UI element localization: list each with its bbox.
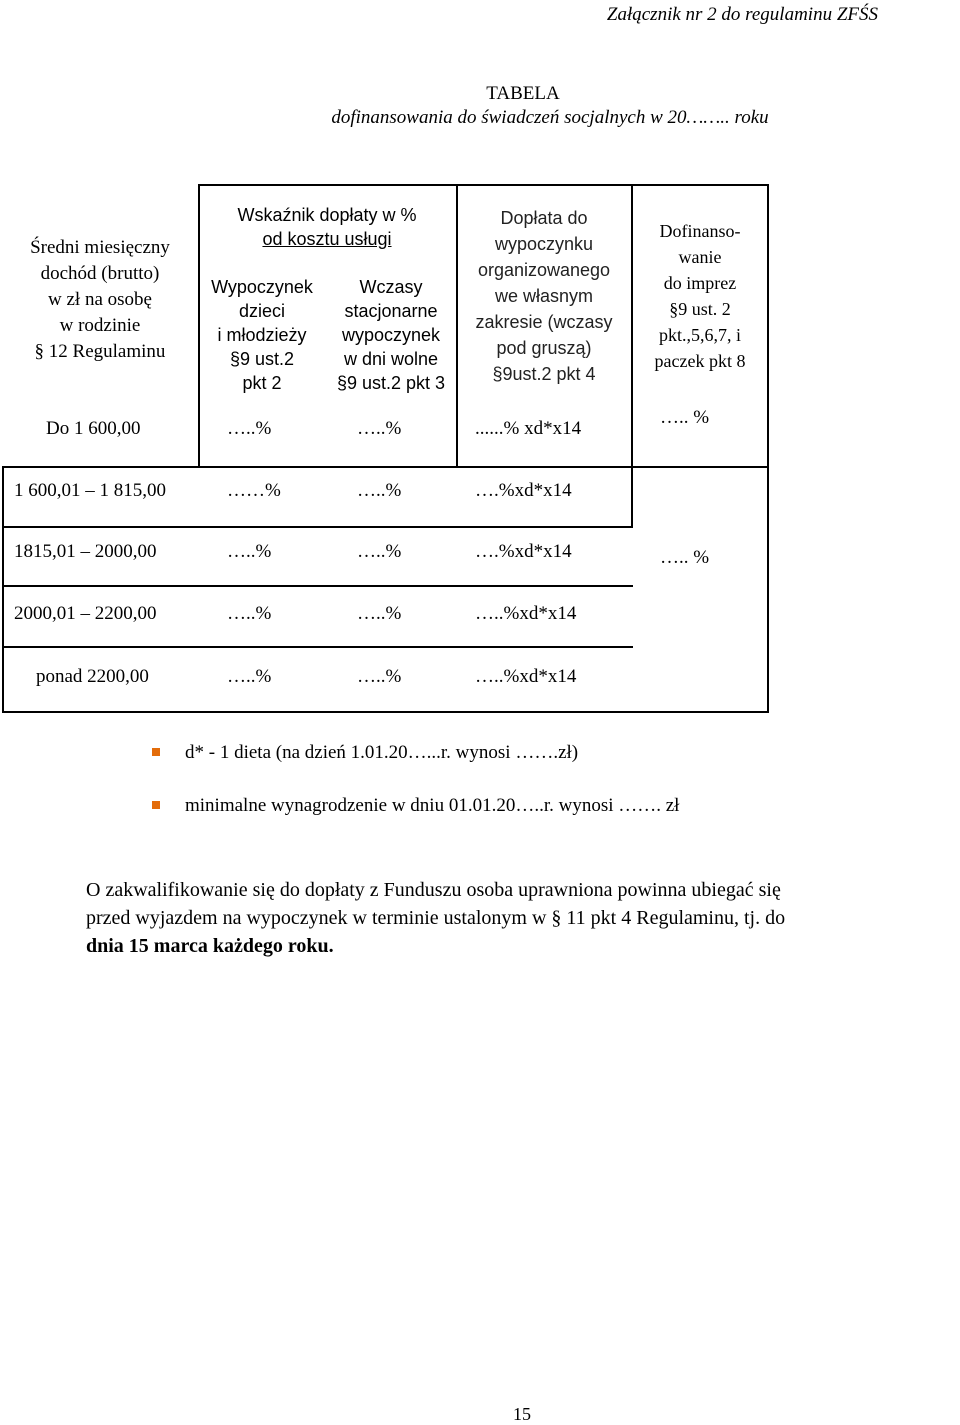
row-stationary: …..% <box>357 603 402 624</box>
row-own: ….%xd*x14 <box>475 541 572 562</box>
row-events: ….. % <box>660 407 710 428</box>
page-number: 15 <box>513 1404 531 1424</box>
table-title: TABELA <box>486 83 560 104</box>
row-income: 2000,01 – 2200,00 <box>14 603 157 624</box>
header-indicator: Wskaźnik dopłaty w % od kosztu usługi <box>237 205 417 249</box>
header-children: Wypoczynek dzieci i młodzieży §9 ust.2 pkt 2 <box>211 277 313 393</box>
row-children: …..% <box>227 418 272 439</box>
header-own: Dopłata do wypoczynku organizowanego we własnym zakresie (wczasy pod gruszą) §9ust.2 pkt 4 <box>475 208 613 384</box>
header-events: Dofinanso- wanie do imprez §9 ust. 2 pkt.,5,6,7, i paczek pkt 8 <box>654 221 746 371</box>
row-stationary: …..% <box>357 666 402 687</box>
table-subtitle: dofinansowania do świadczeń socjalnych w 20…….. roku <box>331 107 769 128</box>
row-stationary: …..% <box>357 480 402 501</box>
row-children: ……% <box>227 480 281 501</box>
row-children: …..% <box>227 603 272 624</box>
row-income: 1815,01 – 2000,00 <box>14 541 157 562</box>
bullet-icon <box>152 801 160 809</box>
note-text: minimalne wynagrodzenie w dniu 01.01.20…..r. wynosi ……. zł <box>185 795 680 816</box>
row-own: ….%xd*x14 <box>475 480 572 501</box>
header-income: Średni miesięczny dochód (brutto) w zł na osobę w rodzinie § 12 Regulaminu <box>30 237 170 362</box>
bullet-icon <box>152 748 160 756</box>
annex-label: Załącznik nr 2 do regulaminu ZFŚS <box>606 4 878 25</box>
row-income: ponad 2200,00 <box>36 666 149 687</box>
row-own: …..%xd*x14 <box>475 666 577 687</box>
row-children: …..% <box>227 666 272 687</box>
row-stationary: …..% <box>357 418 402 439</box>
row-income: 1 600,01 – 1 815,00 <box>14 480 166 501</box>
row-own: …..%xd*x14 <box>475 603 577 624</box>
row-stationary: …..% <box>357 541 402 562</box>
row-own: ......% xd*x14 <box>475 418 582 439</box>
instruction-paragraph: O zakwalifikowanie się do dopłaty z Funduszu osoba uprawniona powinna ubiegać się przed wyjazdem na wypoczynek w terminie ustalonym w § 11 pkt 4 Regulaminu, tj. do dnia 15 marca każdego roku. <box>86 879 786 957</box>
row-events: ….. % <box>660 547 710 568</box>
row-children: …..% <box>227 541 272 562</box>
note-text: d* - 1 dieta (na dzień 1.01.20…...r. wynosi …….zł) <box>185 742 579 763</box>
header-stationary: Wczasy stacjonarne wypoczynek w dni wolne §9 ust.2 pkt 3 <box>336 277 446 393</box>
row-income: Do 1 600,00 <box>46 418 141 439</box>
